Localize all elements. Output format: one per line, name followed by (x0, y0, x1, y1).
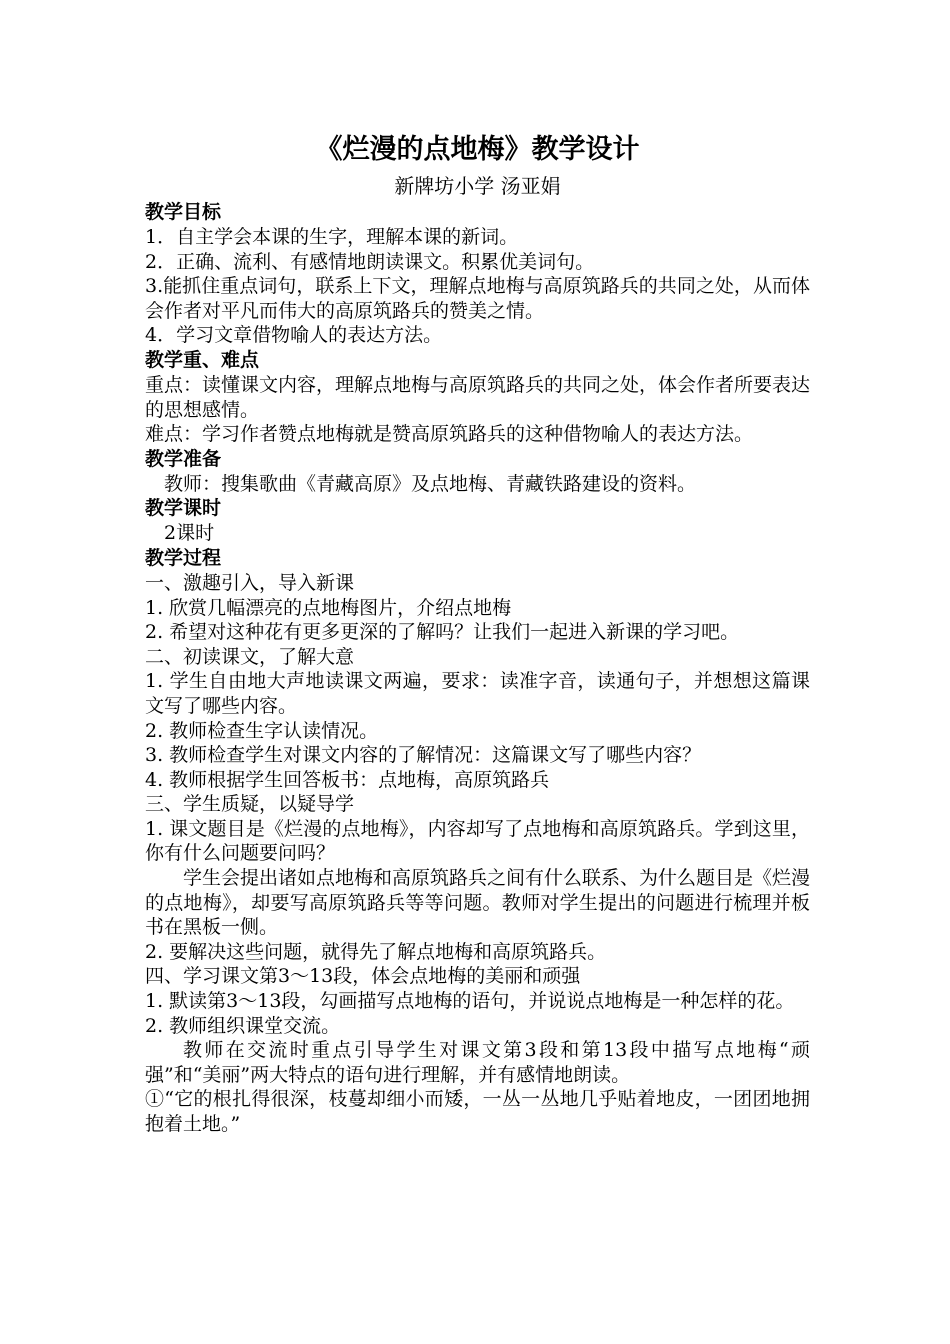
process-line: 1. 课文题目是《烂漫的点地梅》，内容却写了点地梅和高原筑路兵。学到这里，你有什么问题要问吗？ (145, 817, 810, 865)
goal-item: 4．学习文章借物喻人的表达方法。 (145, 324, 443, 347)
process-line: 1. 欣赏几幅漂亮的点地梅图片，介绍点地梅 (145, 596, 512, 619)
process-line: 2. 希望对这种花有更多更深的了解吗？让我们一起进入新课的学习吧。 (145, 621, 740, 644)
section-heading-hours: 教学课时 (145, 497, 222, 520)
document-page (145, 132, 810, 1137)
process-line: 2. 教师组织课堂交流。 (145, 1014, 341, 1037)
hours-text: 2课时 (164, 522, 215, 545)
key-point-item: 难点：学习作者赞点地梅就是赞高原筑路兵的这种借物喻人的表达方法。 (145, 423, 754, 446)
process-line: 2. 教师检查生字认读情况。 (145, 719, 379, 742)
preparation-text: 教师：搜集歌曲《青藏高原》及点地梅、青藏铁路建设的资料。 (164, 472, 697, 495)
process-step-heading: 三、学生质疑，以疑导学 (145, 793, 355, 816)
goal-item: 2．正确、流利、有感情地朗读课文。积累优美词句。 (145, 250, 595, 273)
section-heading-process: 教学过程 (145, 546, 222, 569)
author-line: 新牌坊小学 汤亚娟 (394, 174, 561, 198)
process-line: 1. 默读第3～13段，勾画描写点地梅的语句，并说说点地梅是一种怎样的花。 (145, 990, 795, 1013)
process-line: 2. 要解决这些问题，就得先了解点地梅和高原筑路兵。 (145, 940, 607, 963)
process-paragraph: 教师在交流时重点引导学生对课文第3段和第13段中描写点地梅“顽强”和“美丽”两大特点的语句进行理解，并有感情地朗读。 (145, 1039, 810, 1086)
section-heading-preparation: 教学准备 (145, 447, 222, 470)
goal-item: 1．自主学会本课的生字，理解本课的新词。 (145, 226, 519, 248)
section-heading-goals: 教学目标 (145, 201, 222, 223)
goal-item: 3.能抓住重点词句，联系上下文，理解点地梅与高原筑路兵的共同之处，从而体会作者对平凡而伟大的高原筑路兵的赞美之情。 (145, 275, 810, 322)
process-step-heading: 一、激趣引入，导入新课 (145, 571, 355, 594)
document-title: 《烂漫的点地梅》教学设计 (315, 134, 640, 165)
process-quote: ①“它的根扎得很深，枝蔓却细小而矮，一丛一丛地几乎贴着地皮，一团团地拥抱着土地。” (145, 1088, 810, 1135)
key-point-item: 重点：读懂课文内容，理解点地梅与高原筑路兵的共同之处，体会作者所要表达的思想感情。 (145, 373, 811, 421)
process-line: 3. 教师检查学生对课文内容的了解情况：这篇课文写了哪些内容？ (145, 744, 702, 767)
process-line: 4. 教师根据学生回答板书：点地梅，高原筑路兵 (145, 768, 550, 791)
process-paragraph: 学生会提出诸如点地梅和高原筑路兵之间有什么联系、为什么题目是《烂漫的点地梅》，却要写高原筑路兵等等问题。教师对学生提出的问题进行梳理并板书在黑板一侧。 (145, 867, 811, 939)
process-step-heading: 四、学习课文第3～13段，体会点地梅的美丽和顽强 (145, 965, 581, 988)
process-line: 1. 学生自由地大声地读课文两遍，要求：读准字音，读通句子，并想想这篇课文写了哪些内容。 (145, 670, 810, 717)
section-heading-key-points: 教学重、难点 (145, 348, 260, 371)
process-step-heading: 二、初读课文，了解大意 (145, 645, 355, 668)
